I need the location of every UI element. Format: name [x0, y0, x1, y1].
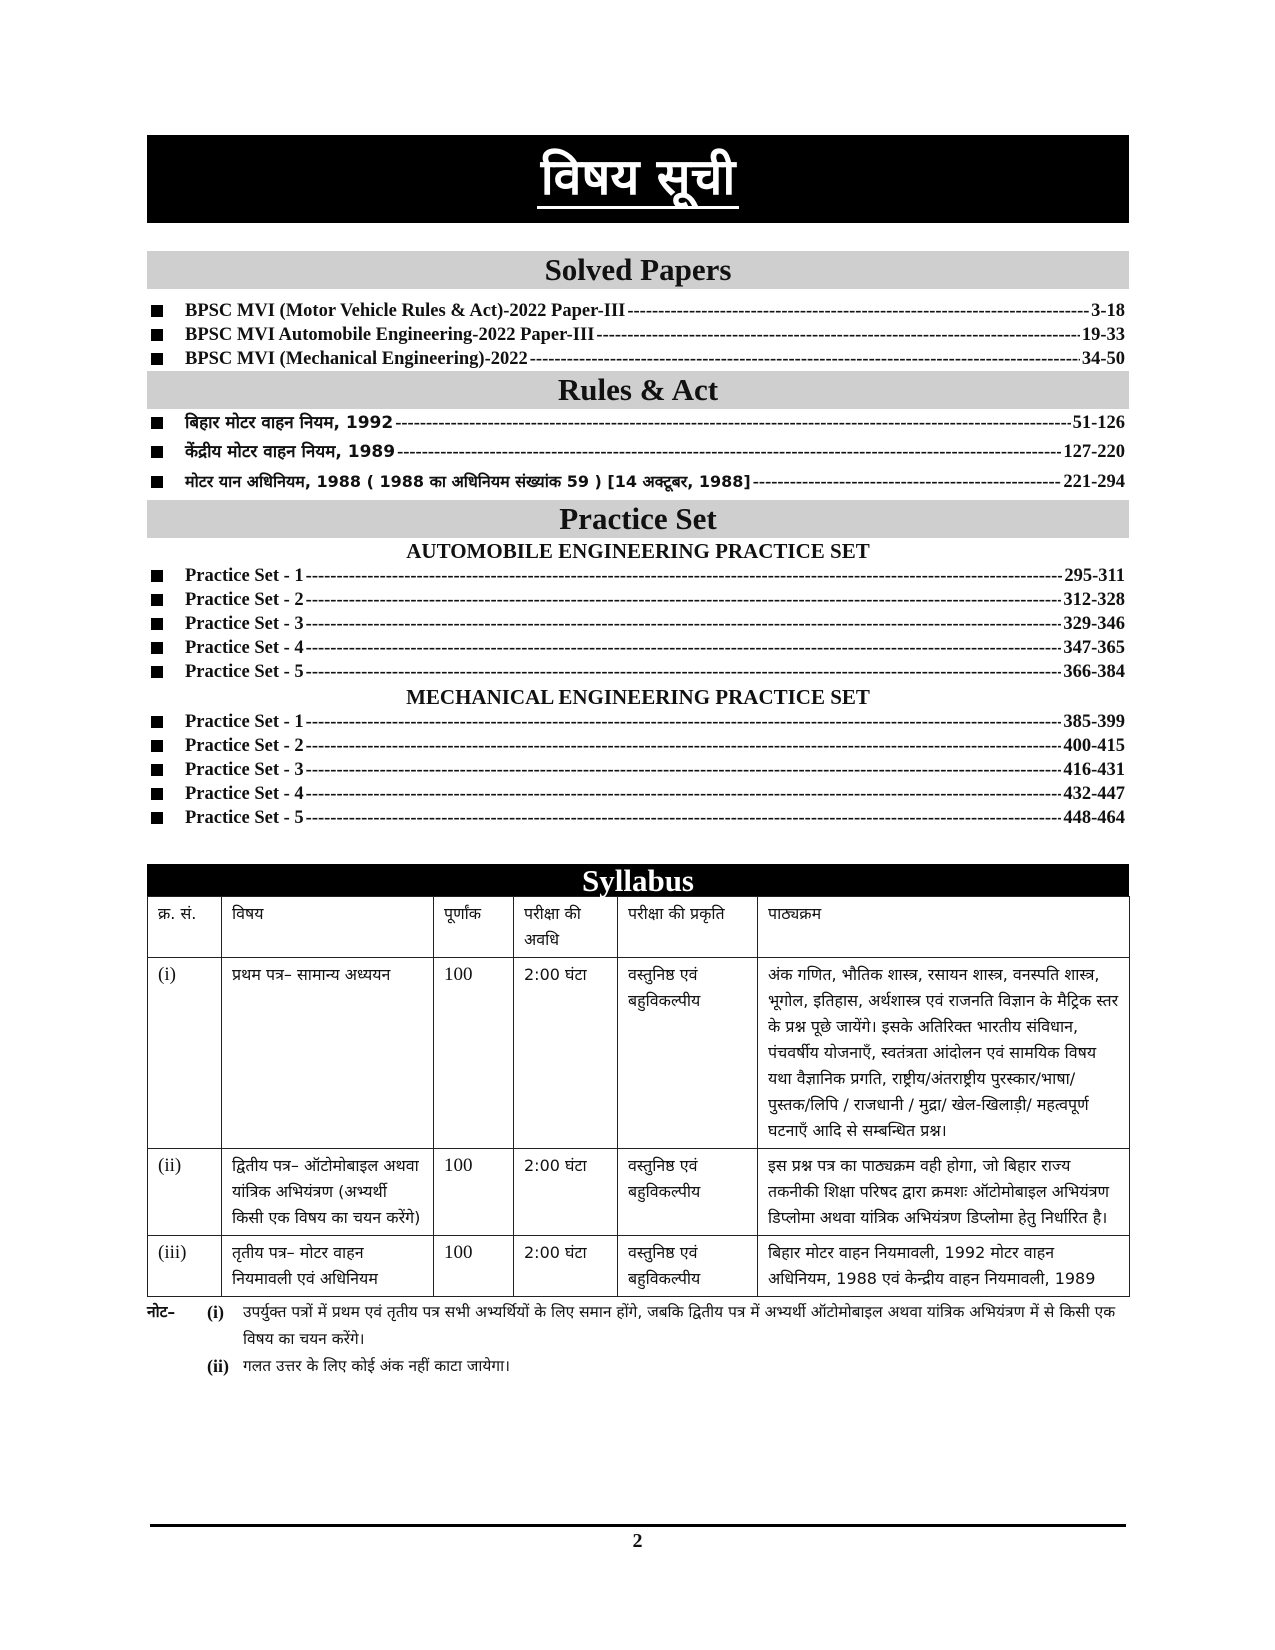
page-number: 2 [632, 1530, 643, 1552]
duration-cell: 2:00 घंटा [514, 1149, 618, 1236]
toc-entry: BPSC MVI (Motor Vehicle Rules & Act)-2022 Paper-III ----- 3-18 [147, 299, 1129, 323]
bullet-square-icon [151, 594, 163, 606]
leader-dots [306, 782, 1062, 806]
rules-act-heading: Rules & Act [147, 371, 1129, 409]
page-range: 51-126 [1072, 413, 1125, 433]
toc-entry: मोटर यान अधिनियम, 1988 ( 1988 का अधिनियम संख्यांक 59 ) [14 अक्टूबर, 1988] ----- 221-294 [147, 467, 1129, 496]
syllabus-cell: बिहार मोटर वाहन नियमावली, 1992 मोटर वाहन अधिनियम, 1988 एवं केन्द्रीय वाहन नियमावली, 1989 [758, 1236, 1130, 1297]
toc-entry: Practice Set - 2 ----- 312-328 [147, 588, 1129, 612]
leader-dots [306, 758, 1062, 782]
solved-papers-heading: Solved Papers [147, 251, 1129, 289]
solved-papers-list [147, 299, 1129, 371]
bullet-square-icon [151, 618, 163, 630]
contents-page [147, 135, 1129, 1380]
page-range: 127-220 [1063, 442, 1125, 462]
toc-entry: बिहार मोटर वाहन नियम, 1992 ----- 51-126 [147, 409, 1129, 438]
bullet-square-icon [151, 329, 163, 341]
bullet-square-icon [151, 788, 163, 800]
note-item [147, 1299, 1129, 1353]
toc-entry: BPSC MVI (Mechanical Engineering)-2022 ----- 34-50 [147, 347, 1129, 371]
note-text: गलत उत्तर के लिए कोई अंक नहीं काटा जायेगा। [243, 1357, 511, 1375]
subject-cell: प्रथम पत्र– सामान्य अध्ययन [222, 958, 434, 1149]
bullet-square-icon [151, 570, 163, 582]
bullet-square-icon [151, 642, 163, 654]
bullet-square-icon [151, 666, 163, 678]
toc-entry: Practice Set - 3 ----- 416-431 [147, 758, 1129, 782]
subject-cell: तृतीय पत्र– मोटर वाहन नियमावली एवं अधिनियम [222, 1236, 434, 1297]
marks-cell: 100 [434, 1236, 514, 1297]
leader-dots [306, 710, 1062, 734]
toc-entry: Practice Set - 5 ----- 448-464 [147, 806, 1129, 830]
bullet-square-icon [151, 353, 163, 365]
page-title: विषय सूची [537, 148, 740, 209]
note-label: नोट– [147, 1303, 176, 1321]
duration-cell: 2:00 घंटा [514, 958, 618, 1149]
leader-dots [306, 636, 1062, 660]
page-title-banner [147, 135, 1129, 223]
automobile-practice-heading: AUTOMOBILE ENGINEERING PRACTICE SET [406, 539, 870, 563]
leader-dots [397, 438, 1061, 467]
note-text: उपर्युक्त पत्रों में प्रथम एवं तृतीय पत्र सभी अभ्यर्थियों के लिए समान होंगे, जबकि द्वितीय पत्र में अभ्यर्थी ऑटोमोबाइल अथवा यांत्रिक अभियंत्रण में से किसी एक विषय का चयन करेंगे। [243, 1303, 1116, 1348]
leader-dots [306, 806, 1062, 830]
column-header: परीक्षा की अवधि [514, 897, 618, 958]
page-range: 366-384 [1063, 662, 1125, 682]
leader-dots [306, 734, 1062, 758]
mechanical-practice-heading: MECHANICAL ENGINEERING PRACTICE SET [406, 685, 870, 709]
leader-dots [306, 660, 1062, 684]
nature-cell: वस्तुनिष्ठ एवं बहुविकल्पीय [618, 1236, 758, 1297]
toc-entry: Practice Set - 3 ----- 329-346 [147, 612, 1129, 636]
column-header: क्र. सं. [148, 897, 222, 958]
syllabus-cell: अंक गणित, भौतिक शास्त्र, रसायन शास्त्र, वनस्पति शास्त्र, भूगोल, इतिहास, अर्थशास्त्र एवं राजनति विज्ञान के मैट्रिक स्तर के प्रश्न पूछे जायेंगे। इसके अतिरिक्त भारतीय संविधान, पंचवर्षीय योजनाएँ, स्वतंत्रता आंदोलन एवं सामयिक विषय यथा वैज्ञानिक प्रगति, राष्ट्रीय/अंतराष्ट्रीय पुरस्कार/भाषा/ पुस्तक/लिपि / राजधानी / मुद्रा/ खेल-खिलाड़ी/ महत्वपूर्ण घटनाएँ आदि से सम्बन्धित प्रश्न। [758, 958, 1130, 1149]
syllabus-heading: Syllabus [147, 864, 1129, 896]
bullet-square-icon [151, 305, 163, 317]
bullet-square-icon [151, 446, 163, 458]
note-number: (ii) [207, 1356, 229, 1376]
toc-entry: Practice Set - 4 ----- 432-447 [147, 782, 1129, 806]
syllabus-table [147, 896, 1130, 1297]
leader-dots [306, 588, 1062, 612]
serial-cell: (ii) [148, 1149, 222, 1236]
toc-entry: केंद्रीय मोटर वाहन नियम, 1989 ----- 127-220 [147, 438, 1129, 467]
page-range: 329-346 [1063, 614, 1125, 634]
nature-cell: वस्तुनिष्ठ एवं बहुविकल्पीय [618, 958, 758, 1149]
note-item [147, 1353, 1129, 1380]
column-header: परीक्षा की प्रकृति [618, 897, 758, 958]
note-number: (i) [207, 1302, 224, 1322]
page-range: 432-447 [1063, 784, 1125, 804]
bullet-square-icon [151, 476, 163, 488]
leader-dots [753, 468, 1062, 497]
syllabus-cell: इस प्रश्न पत्र का पाठ्यक्रम वही होगा, जो बिहार राज्य तकनीकी शिक्षा परिषद द्वारा क्रमशः ऑटोमोबाइल अभियंत्रण डिप्लोमा अथवा यांत्रिक अभियंत्रण डिप्लोमा हेतु निर्धारित है। [758, 1149, 1130, 1236]
toc-entry: Practice Set - 1 ----- 385-399 [147, 710, 1129, 734]
page-range: 221-294 [1063, 472, 1125, 492]
marks-cell: 100 [434, 958, 514, 1149]
table-row [148, 1149, 1130, 1236]
leader-dots [395, 409, 1070, 438]
page-range: 295-311 [1064, 566, 1125, 586]
page-range: 19-33 [1081, 325, 1125, 345]
toc-entry: Practice Set - 5 ----- 366-384 [147, 660, 1129, 684]
nature-cell: वस्तुनिष्ठ एवं बहुविकल्पीय [618, 1149, 758, 1236]
serial-cell: (iii) [148, 1236, 222, 1297]
page-range: 448-464 [1063, 808, 1125, 828]
toc-entry: BPSC MVI Automobile Engineering-2022 Paper-III ----- 19-33 [147, 323, 1129, 347]
subject-cell: द्वितीय पत्र– ऑटोमोबाइल अथवा यांत्रिक अभियंत्रण (अभ्यर्थी किसी एक विषय का चयन करेंगे) [222, 1149, 434, 1236]
bullet-square-icon [151, 740, 163, 752]
page-range: 312-328 [1063, 590, 1125, 610]
page-range: 385-399 [1063, 712, 1125, 732]
rules-act-list [147, 409, 1129, 496]
leader-dots [306, 564, 1063, 588]
duration-cell: 2:00 घंटा [514, 1236, 618, 1297]
bullet-square-icon [151, 417, 163, 429]
table-row [148, 1236, 1130, 1297]
automobile-practice-list [147, 564, 1129, 684]
toc-entry: Practice Set - 1 ----- 295-311 [147, 564, 1129, 588]
toc-entry: Practice Set - 2 ----- 400-415 [147, 734, 1129, 758]
table-row [148, 958, 1130, 1149]
table-header-row [148, 897, 1130, 958]
page-range: 3-18 [1091, 301, 1125, 321]
leader-dots [530, 347, 1080, 371]
page-range: 34-50 [1081, 349, 1125, 369]
toc-entry: Practice Set - 4 ----- 347-365 [147, 636, 1129, 660]
leader-dots [627, 299, 1089, 323]
column-header: पाठ्यक्रम [758, 897, 1130, 958]
bullet-square-icon [151, 812, 163, 824]
footer-rule [150, 1524, 1126, 1527]
column-header: विषय [222, 897, 434, 958]
bullet-square-icon [151, 716, 163, 728]
page-range: 400-415 [1063, 736, 1125, 756]
marks-cell: 100 [434, 1149, 514, 1236]
column-header: पूर्णांक [434, 897, 514, 958]
notes [147, 1299, 1129, 1380]
leader-dots [306, 612, 1062, 636]
page-range: 347-365 [1063, 638, 1125, 658]
page-range: 416-431 [1063, 760, 1125, 780]
leader-dots [596, 323, 1079, 347]
bullet-square-icon [151, 764, 163, 776]
mechanical-practice-list [147, 710, 1129, 830]
serial-cell: (i) [148, 958, 222, 1149]
practice-set-heading: Practice Set [147, 500, 1129, 538]
